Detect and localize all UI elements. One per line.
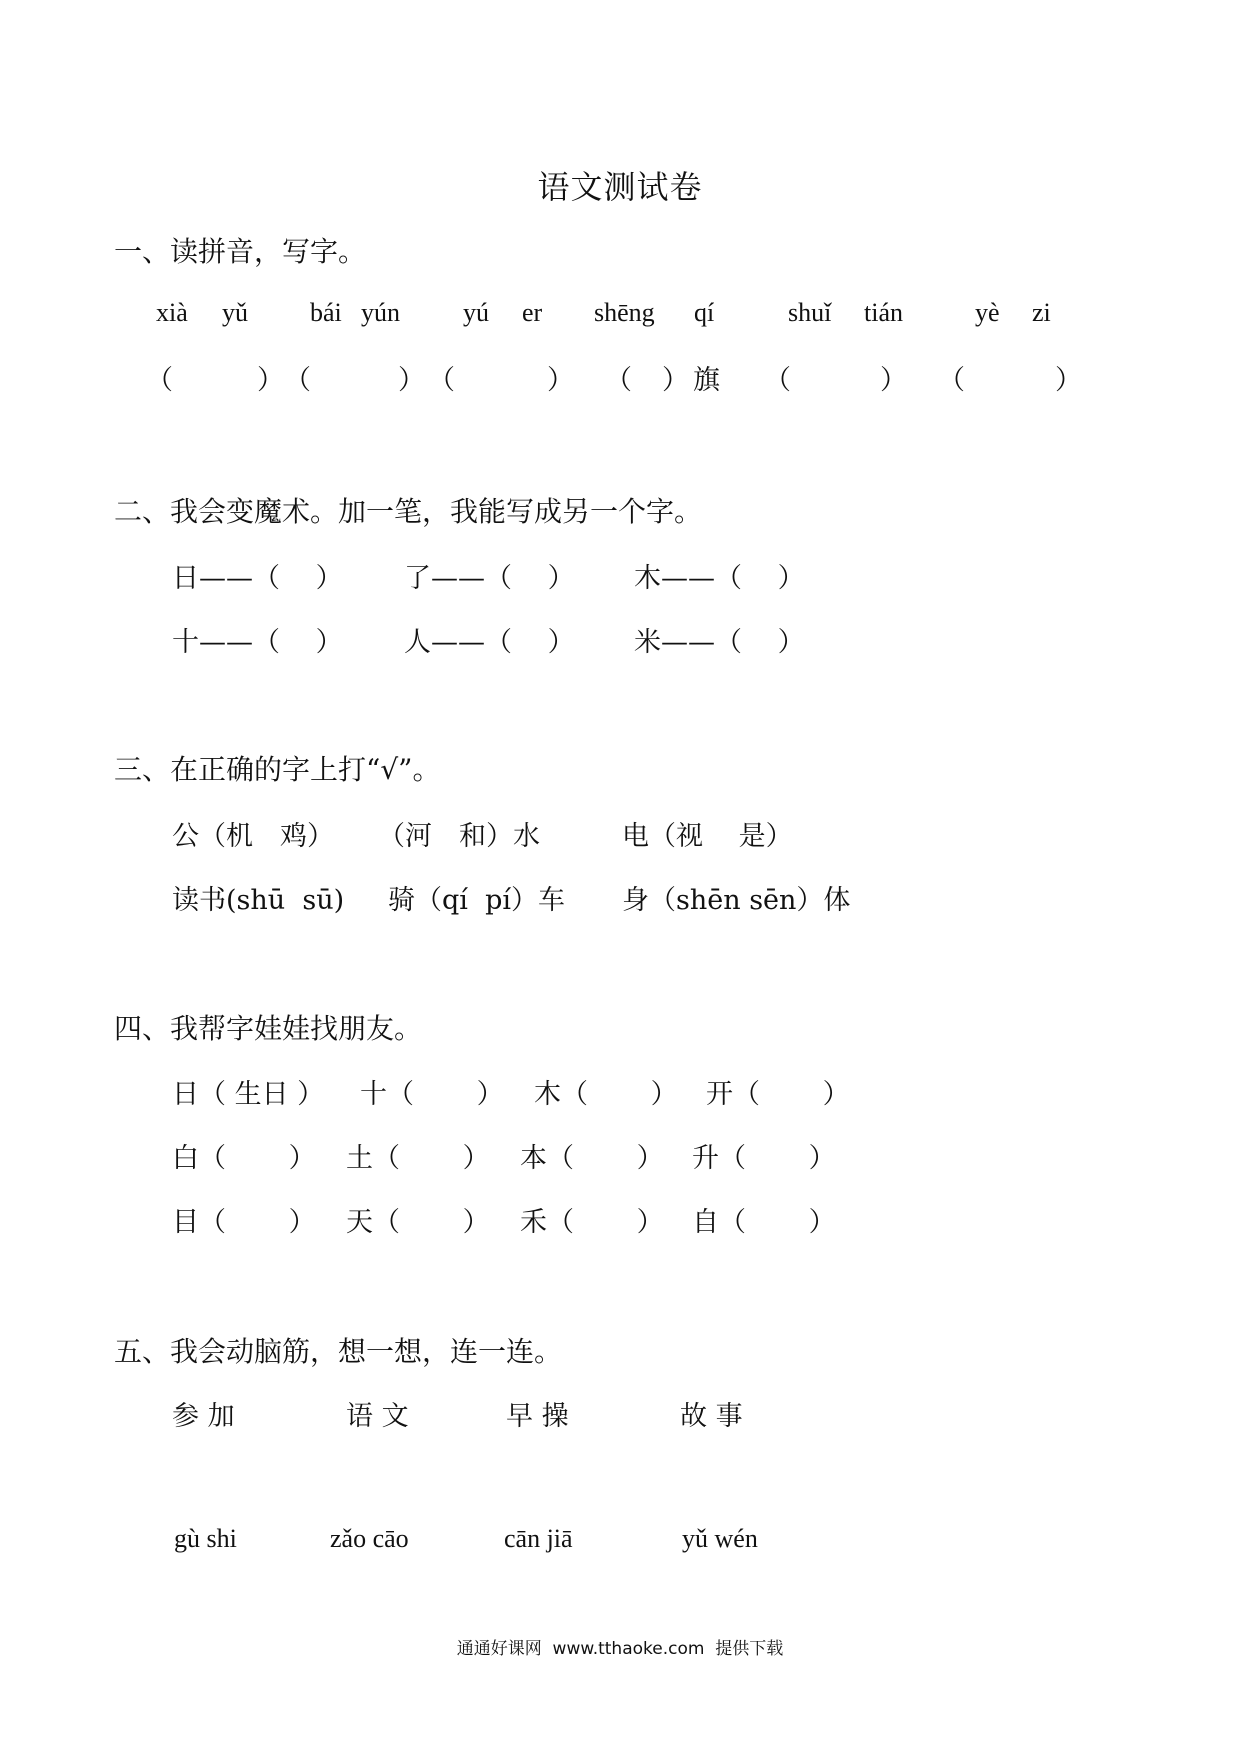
- section-1-heading: 一、读拼音，写字。: [114, 235, 367, 268]
- add-stroke-item: 木——（ ）: [634, 563, 805, 594]
- pinyin-word: xià: [156, 298, 188, 327]
- match-word: 故 事: [680, 1401, 743, 1432]
- page-title: 语文测试卷: [537, 168, 703, 206]
- word-building-item: 自（ ）: [692, 1207, 836, 1238]
- section-3-heading: 三、在正确的字上打“√”。: [114, 753, 441, 786]
- answer-bracket: （: [284, 365, 311, 396]
- add-stroke-item: 日——（ ）: [172, 563, 343, 594]
- answer-bracket: 旗: [693, 365, 720, 396]
- word-building-item: 禾（ ）: [520, 1207, 664, 1238]
- choice-item: 骑（qí pí）车: [388, 885, 566, 916]
- answer-bracket: （: [146, 365, 173, 396]
- add-stroke-item: 十——（ ）: [172, 627, 343, 658]
- answer-bracket: （: [764, 365, 791, 396]
- match-word: 语 文: [346, 1401, 409, 1432]
- answer-bracket: （: [428, 365, 455, 396]
- match-pinyin: gù shi: [174, 1524, 237, 1553]
- pinyin-word: yún: [361, 298, 400, 327]
- answer-bracket: （: [605, 365, 632, 396]
- match-pinyin: yǔ wén: [682, 1524, 758, 1553]
- match-word: 早 操: [506, 1401, 569, 1432]
- word-building-item: 十（ ）: [360, 1079, 504, 1110]
- match-word: 参 加: [172, 1401, 235, 1432]
- pinyin-word: zi: [1032, 298, 1051, 327]
- answer-bracket: ）: [880, 365, 907, 396]
- pinyin-word: bái: [310, 298, 342, 327]
- choice-item: （河 和）水: [378, 821, 540, 852]
- word-building-item: 升（ ）: [692, 1143, 836, 1174]
- pinyin-word: tián: [864, 298, 903, 327]
- answer-bracket: ）: [547, 365, 574, 396]
- word-building-item: 目（ ）: [172, 1207, 316, 1238]
- choice-item: 身（shēn sēn）体: [622, 885, 851, 916]
- word-building-item: 开（ ）: [706, 1079, 850, 1110]
- word-building-item: 木（ ）: [534, 1079, 678, 1110]
- match-pinyin: cān jiā: [504, 1524, 573, 1553]
- pinyin-word: er: [522, 298, 543, 327]
- section-4-heading: 四、我帮字娃娃找朋友。: [114, 1012, 423, 1045]
- word-building-item: 日（ 生日 ）: [172, 1079, 325, 1110]
- section-2-heading: 二、我会变魔术。加一笔，我能写成另一个字。: [114, 495, 703, 528]
- word-building-item: 土（ ）: [346, 1143, 490, 1174]
- add-stroke-item: 人——（ ）: [404, 627, 575, 658]
- footer-credit: 通通好课网 www.tthaoke.com 提供下载: [456, 1639, 784, 1659]
- choice-item: 读书(shū sū): [172, 885, 345, 916]
- word-building-item: 白（ ）: [172, 1143, 316, 1174]
- choice-item: 公（机 鸡）: [172, 821, 334, 852]
- pinyin-word: shuǐ: [788, 298, 832, 327]
- section-5-heading: 五、我会动脑筋，想一想，连一连。: [114, 1335, 563, 1368]
- choice-item: 电（视 是）: [622, 821, 793, 852]
- match-pinyin: zǎo cāo: [330, 1524, 409, 1553]
- pinyin-word: qí: [694, 298, 715, 327]
- answer-bracket: ）: [398, 365, 425, 396]
- answer-bracket: ）: [662, 365, 689, 396]
- answer-bracket: ）: [257, 365, 284, 396]
- add-stroke-item: 米——（ ）: [634, 627, 805, 658]
- answer-bracket: ）: [1055, 365, 1082, 396]
- word-building-item: 本（ ）: [520, 1143, 664, 1174]
- pinyin-word: shēng: [594, 298, 655, 327]
- pinyin-word: yú: [463, 298, 489, 327]
- pinyin-word: yè: [975, 298, 1000, 327]
- word-building-item: 天（ ）: [346, 1207, 490, 1238]
- add-stroke-item: 了——（ ）: [404, 563, 575, 594]
- pinyin-word: yǔ: [222, 298, 248, 327]
- answer-bracket: （: [938, 365, 965, 396]
